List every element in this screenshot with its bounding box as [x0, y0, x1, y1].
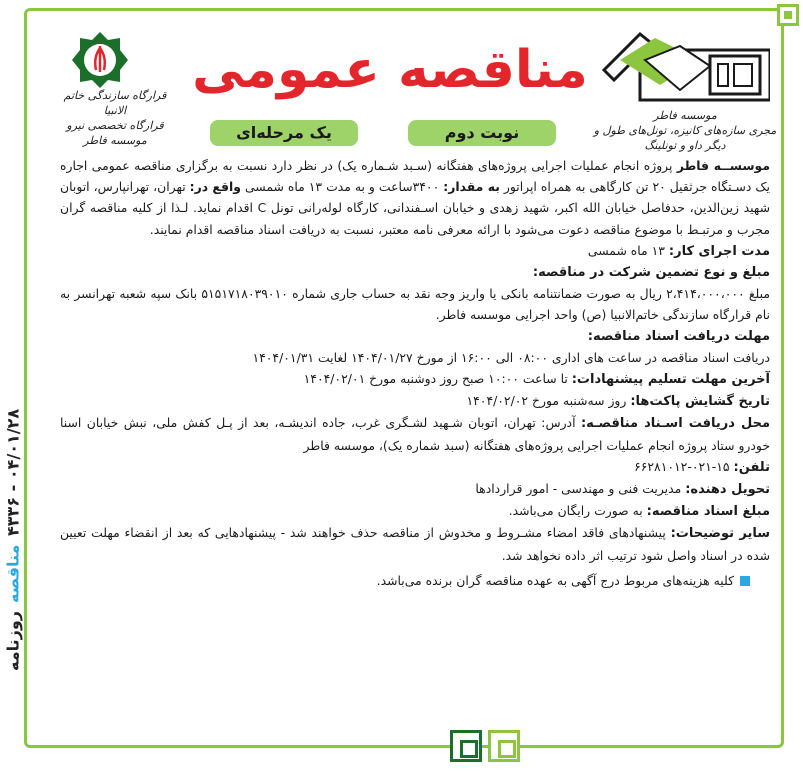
docs-deadline-text: دریافت اسناد مناقصه در ساعت های اداری ۰۸:۰۰ الی ۱۶:۰۰ از مورخ ۱۴۰۴/۰۱/۲۷ لغایت ۱۴۰۴/۰۱/۳۱	[252, 349, 770, 365]
fater-logo-icon	[600, 30, 770, 110]
delivery-line: تحویل دهنده: مدیریت فنی و مهندسی - امور قراردادها	[475, 481, 770, 498]
khatam-org-caption: قرارگاه سازندگی خاتم الانبیا قرارگاه تخصصی نیرو موسسه فاطر	[63, 89, 167, 147]
page-title: مناقصه عمومی	[192, 40, 588, 100]
iran-emblem-icon	[70, 30, 130, 90]
intro-paragraph: موسســه فاطر پروژه انجام عملیات اجرایی پروژه‌های هفتگانه (سـبد شـماره یک) در نظر دارد نسبت به برگزاری مناقصه عمومی اجاره یک دسـتگاه جرثقیل ۲۰ تن کارگاهی به همراه اپراتور به مقدار: ۳۴۰۰ساعت و به مدت ۱۳ ماه شمسی واقع در: تهران، تهرانپارس، اتوبان شهید زین‌الدین، حدفاصل خیابان الله اکبر، شهید زهدی و خیابان اسـفندانی، کارگاه لوله‌رانی تونل C اقدام نماید. لـذا از کلیه مناقصه گران مجرب و مرتبـط با موضوع مناقصه دعوت می‌شود با ارائه معرفی نامه معتبر، نسبت به دریافت اسناد مناقصه اقدام نمایند.	[60, 158, 771, 237]
price-line: مبلغ اسناد مناقصه: به صورت رایگان می‌باشد.	[508, 503, 770, 520]
paper-name: روزنامه	[3, 610, 23, 671]
corner-ornament	[777, 4, 799, 26]
opening-line: تاریخ گشایش پاکت‌ها: روز سه‌شنبه مورخ ۱۴۰۴/۰۲/۰۲	[466, 393, 770, 410]
place-line: محل دریافت اسـناد مناقصـه: آدرس: تهران، اتوبان شـهید لشـگری غرب، جاده اندیشـه، بعد از پـل کفش ملی، نبش خیابان اسنا خودرو ستاد پروژه انجام عملیات اجرایی پروژه‌های هفتگانه (سبد شماره یک)، موسسه فاطر	[60, 415, 770, 453]
notes-line: سایر توضیحات: پیشنهادهای فاقد امضاء مشـروط و مخدوش از مناقصه حذف خواهند شد - پیشنهادهایی که بعد از انقضاء مهلت تعیین شده در اسناد واصل شود ترتیب اثر داده نخواهد شد.	[60, 525, 770, 563]
issue-number: ۴۳۳۶ - ۰۴/۰۱/۲۸	[3, 409, 23, 537]
fater-org-caption: موسسه فاطر مجری سازه‌های کانیزه، تونل‌های طول و دیگر داو و تونلینگ	[593, 109, 777, 152]
tender-body	[60, 155, 770, 591]
bottom-ornament	[450, 730, 520, 762]
newspaper-side-label	[2, 340, 24, 740]
light-square-ornament	[488, 730, 520, 762]
guarantee-text: مبلغ ۲،۴۱۴،۰۰۰،۰۰۰ ریال به صورت ضمانتنامه بانکی یا واریز وجه نقد به حساب جاری شماره ۵۱۵۱۷۱۸۰۳۹۰۱۰ بانک سپه شعبه تهرانسر به نام قرارگاه سازندگی خاتم‌الانبیا (ص) واحد اجرایی موسسه فاطر.	[60, 286, 770, 323]
guarantee-heading: مبلغ و نوع تضمین شرکت در مناقصه:	[532, 265, 770, 281]
phone-line: تلفن: ۱۵-۰۲۱-۶۶۲۸۱۰۱۲	[634, 458, 770, 475]
dark-square-ornament	[450, 730, 482, 762]
duration-line: مدت اجرای کار: ۱۳ ماه شمسی	[587, 242, 770, 259]
round-badge: نوبت دوم	[408, 120, 556, 146]
bids-deadline-line: آخرین مهلت تسلیم پیشنهادات: تا ساعت ۱۰:۰۰ صبح روز دوشنبه مورخ ۱۴۰۴/۰۲/۰۱	[303, 371, 770, 388]
paper-brand: مناقصه	[3, 544, 23, 603]
docs-deadline-heading: مهلت دریافت اسناد مناقصه:	[587, 328, 770, 344]
footer-note: کلیه هزینه‌های مربوط درج آگهی به عهده مناقصه گران برنده می‌باشد.	[60, 570, 770, 591]
square-bullet-icon	[740, 576, 750, 586]
stage-badge: یک مرحله‌ای	[210, 120, 358, 146]
